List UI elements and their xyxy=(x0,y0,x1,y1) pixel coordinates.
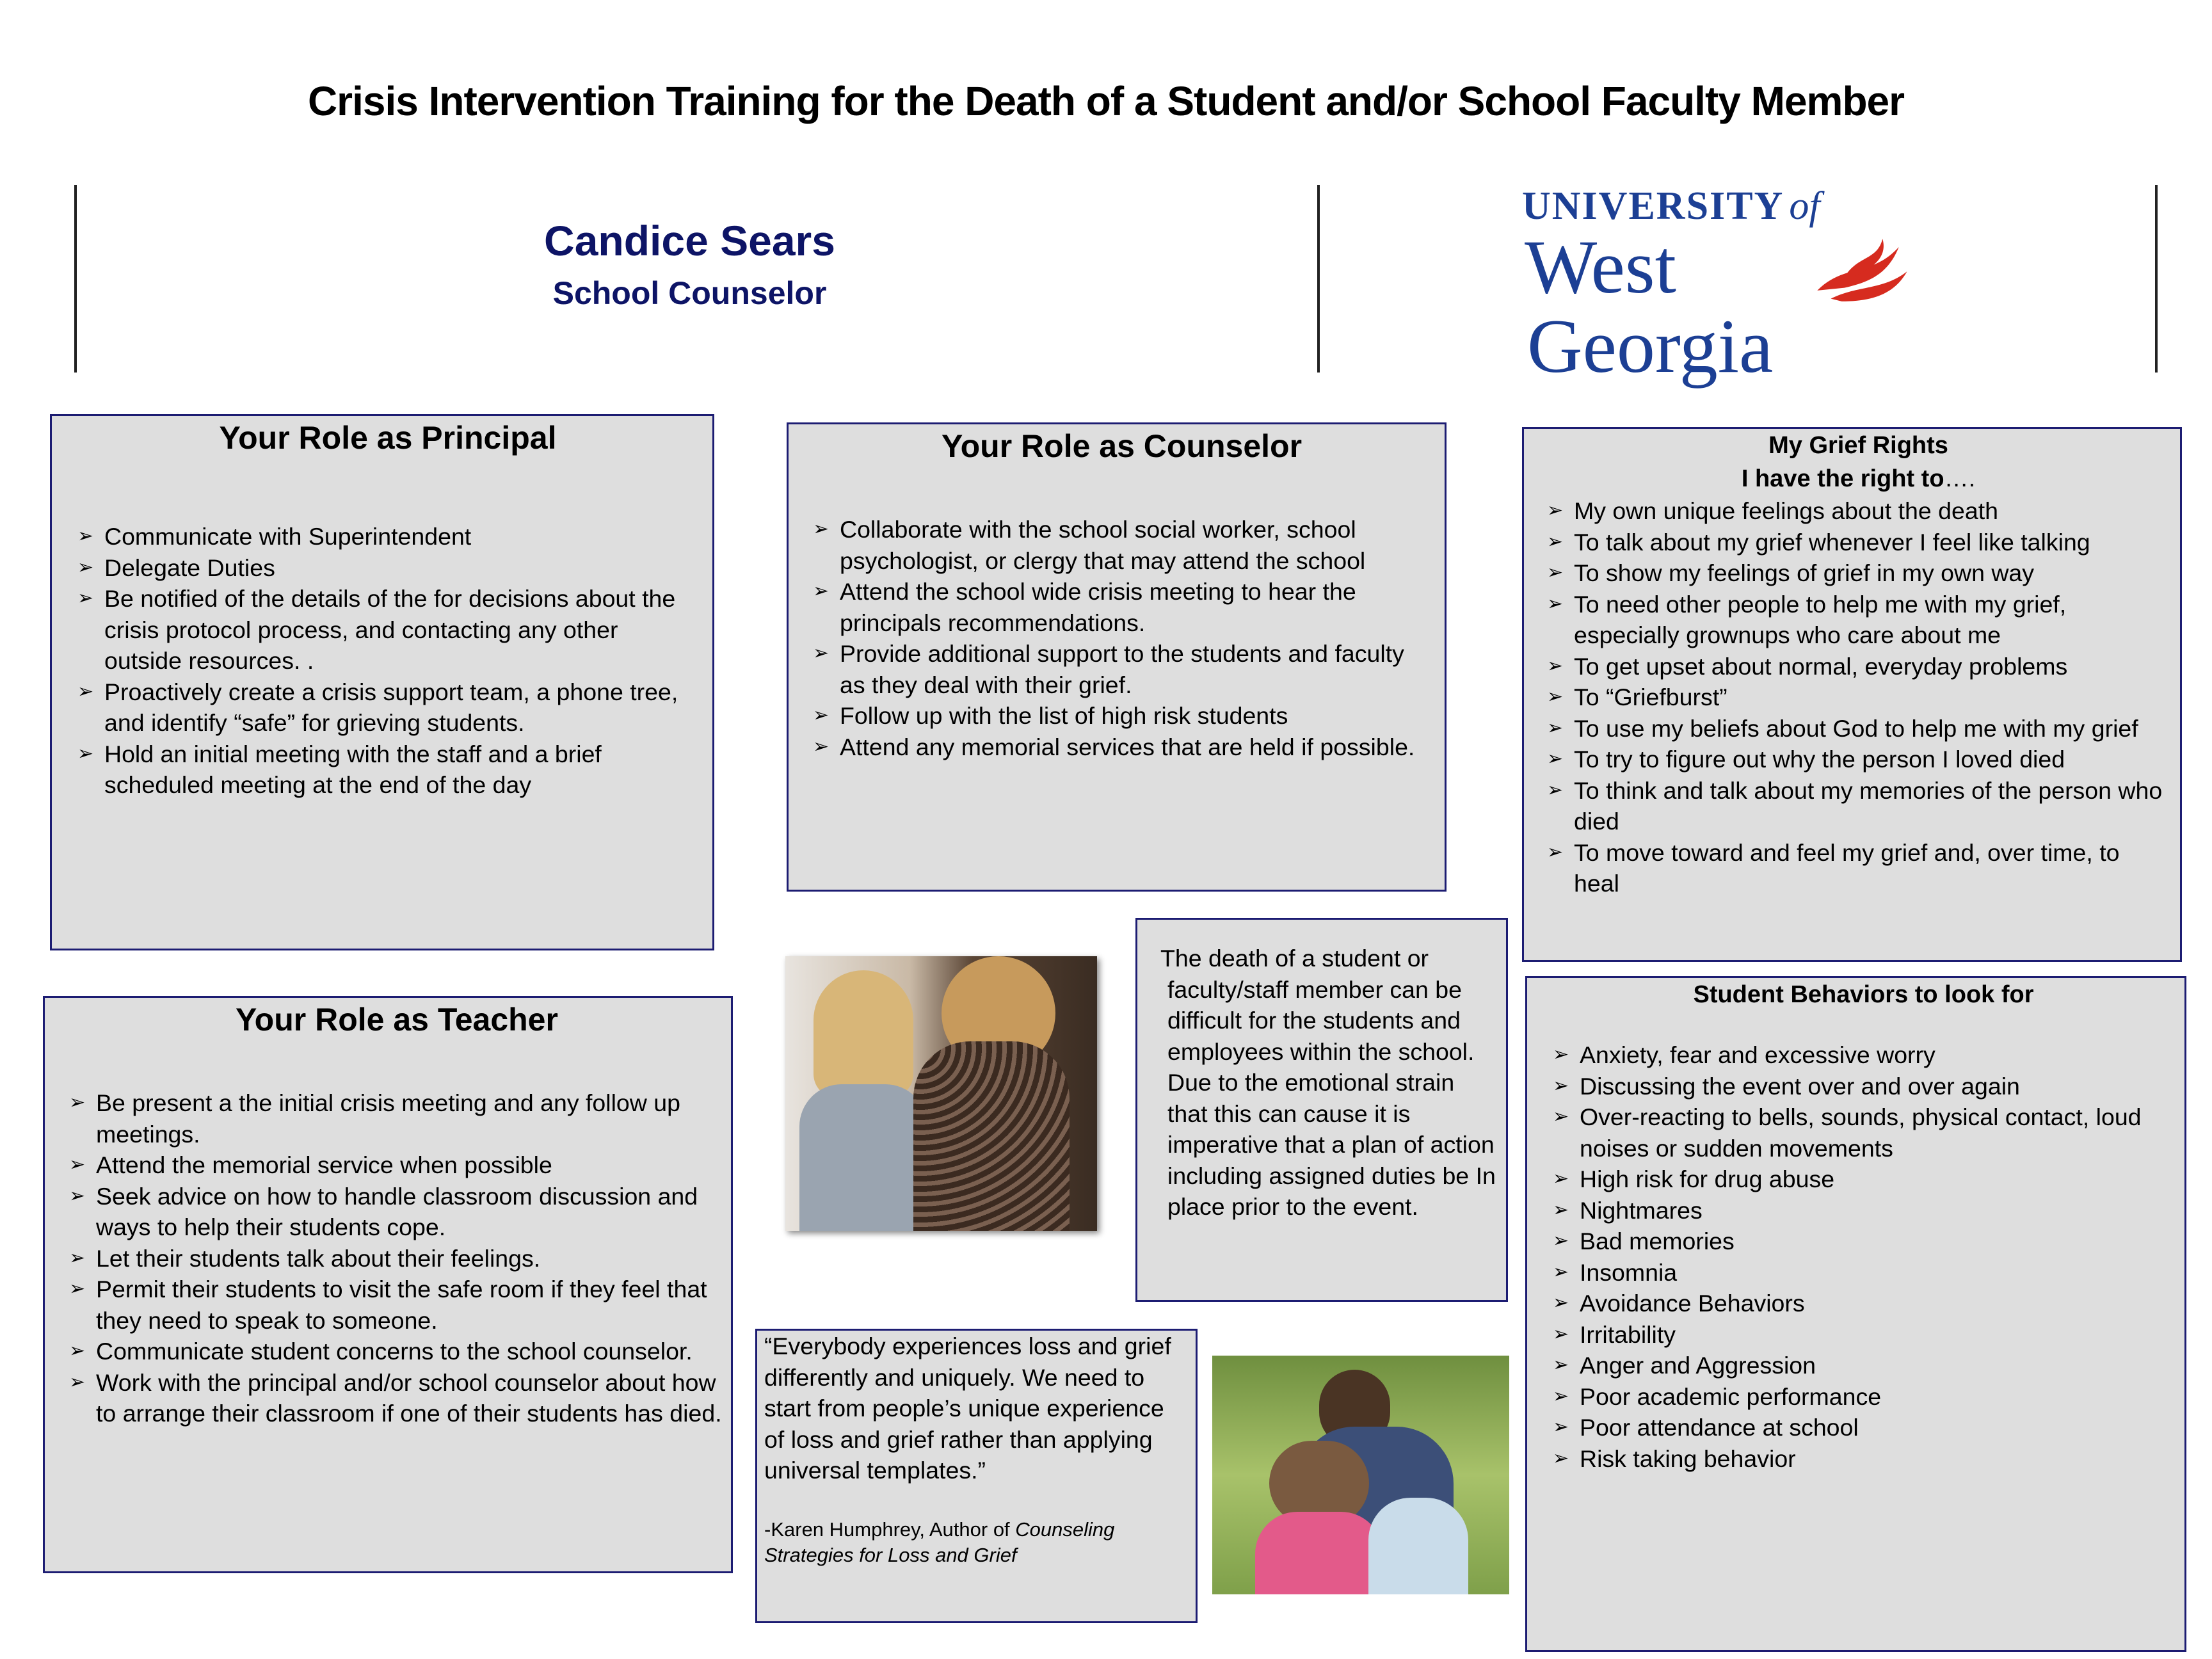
poster-title: Crisis Intervention Training for the Death of a Student and/or School Faculty Member xyxy=(307,78,1905,124)
teacher-section xyxy=(43,996,733,1573)
counseling-photo xyxy=(785,956,1097,1231)
quote-attribution xyxy=(764,1517,1185,1568)
list-item: ➢ Communicate student concerns to the school counselor. xyxy=(69,1336,725,1367)
list-item: ➢ To move toward and feel my grief and, over time, to heal xyxy=(1547,837,2170,899)
logo-top-line xyxy=(1522,185,1820,227)
list-item: ➢ To “Griefburst” xyxy=(1547,682,2170,713)
quote-section xyxy=(755,1329,1198,1623)
flame-icon xyxy=(1804,235,1912,305)
grief-subheading-text: I have the right to xyxy=(1741,465,1944,492)
behaviors-list xyxy=(1553,1039,2174,1474)
list-item: ➢ My own unique feelings about the death xyxy=(1547,495,2170,527)
list-item: ➢ High risk for drug abuse xyxy=(1553,1164,2174,1195)
list-item: ➢ Be notified of the details of the for decisions about the crisis protocol process, and contacting any other outside resources. . xyxy=(77,583,698,677)
counselor-list xyxy=(813,514,1431,762)
list-item: ➢ Nightmares xyxy=(1553,1195,2174,1226)
list-item: ➢ To try to figure out why the person I loved died xyxy=(1547,744,2170,775)
list-item: ➢ Anxiety, fear and excessive worry xyxy=(1553,1039,2174,1071)
list-item: ➢ Irritability xyxy=(1553,1319,2174,1350)
teacher-list xyxy=(69,1087,725,1429)
list-item: ➢ Attend the memorial service when possible xyxy=(69,1150,725,1181)
list-item: ➢ Work with the principal and/or school counselor about how to arrange their classroom if one of their students has died. xyxy=(69,1367,725,1429)
divider xyxy=(2155,185,2158,373)
divider xyxy=(1317,185,1320,373)
list-item: ➢ Anger and Aggression xyxy=(1553,1350,2174,1381)
grief-subheading xyxy=(1547,462,2170,495)
author-role: School Counselor xyxy=(552,275,827,311)
teacher-heading: Your Role as Teacher xyxy=(236,1002,558,1038)
list-item: ➢ Over-reacting to bells, sounds, physical contact, loud noises or sudden movements xyxy=(1553,1102,2174,1164)
behaviors-section xyxy=(1525,976,2186,1652)
list-item: ➢ To think and talk about my memories of the person who died xyxy=(1547,775,2170,837)
list-item: ➢ Be present a the initial crisis meeting and any follow up meetings. xyxy=(69,1087,725,1150)
grief-rights-section xyxy=(1522,427,2182,962)
list-item: ➢ Bad memories xyxy=(1553,1226,2174,1257)
university-logo xyxy=(1522,185,1991,391)
behaviors-heading: Student Behaviors to look for xyxy=(1693,981,2034,1008)
death-info-section xyxy=(1135,918,1508,1302)
list-item: ➢ Collaborate with the school social worker, school psychologist, or clergy that may attend the school xyxy=(813,514,1431,576)
divider xyxy=(74,185,77,373)
list-item: ➢ Follow up with the list of high risk students xyxy=(813,700,1431,732)
list-item: ➢ Delegate Duties xyxy=(77,552,698,584)
grief-list xyxy=(1547,495,2170,899)
logo-west: West xyxy=(1525,224,1676,309)
death-info-text: The death of a student or faculty/staff member can be difficult for the students and employees within the school. Due to the emotional strain that this can cause it is imperative that a plan of action including assigned duties be In place prior to the event. xyxy=(1160,945,1496,1220)
list-item: ➢ Proactively create a crisis support team, a phone tree, and identify “safe” for grieving students. xyxy=(77,677,698,739)
logo-university: UNIVERSITY xyxy=(1522,184,1784,228)
principal-list xyxy=(77,521,698,801)
quote-text: “Everybody experiences loss and grief differently and uniquely. We need to start from people’s unique experience of loss and grief rather than applying universal templates.” xyxy=(764,1333,1171,1484)
list-item: ➢ Poor attendance at school xyxy=(1553,1412,2174,1443)
list-item: ➢ To get upset about normal, everyday problems xyxy=(1547,651,2170,682)
list-item: ➢ Poor academic performance xyxy=(1553,1381,2174,1413)
author-name: Candice Sears xyxy=(544,217,835,264)
list-item: ➢ Insomnia xyxy=(1553,1257,2174,1288)
principal-heading: Your Role as Principal xyxy=(219,420,557,456)
principal-section xyxy=(50,414,714,950)
list-item: ➢ Hold an initial meeting with the staff and a brief scheduled meeting at the end of the day xyxy=(77,739,698,801)
list-item: ➢ Risk taking behavior xyxy=(1553,1443,2174,1475)
grief-heading: My Grief Rights xyxy=(1768,432,1948,459)
hug-photo xyxy=(1212,1356,1509,1594)
list-item: ➢ Attend any memorial services that are held if possible. xyxy=(813,732,1431,763)
list-item: ➢ Seek advice on how to handle classroom discussion and ways to help their students cope. xyxy=(69,1181,725,1243)
ellipsis: …. xyxy=(1944,465,1976,492)
list-item: ➢ To need other people to help me with my grief, especially grownups who care about me xyxy=(1547,589,2170,651)
counselor-section xyxy=(787,422,1447,892)
counselor-heading: Your Role as Counselor xyxy=(941,428,1302,464)
attribution-author: -Karen Humphrey, Author of xyxy=(764,1518,1016,1541)
logo-georgia: Georgia xyxy=(1527,303,1774,389)
list-item: ➢ Avoidance Behaviors xyxy=(1553,1288,2174,1319)
list-item: ➢ Attend the school wide crisis meeting to hear the principals recommendations. xyxy=(813,576,1431,638)
attribution-book: Counseling Strategies for Loss and Grief xyxy=(764,1518,1115,1566)
list-item: ➢ Communicate with Superintendent xyxy=(77,521,698,552)
list-item: ➢ Permit their students to visit the safe room if they feel that they need to speak to someone. xyxy=(69,1274,725,1336)
list-item: ➢ Discussing the event over and over again xyxy=(1553,1071,2174,1102)
logo-of: of xyxy=(1789,184,1820,228)
list-item: ➢ To talk about my grief whenever I feel like talking xyxy=(1547,527,2170,558)
list-item: ➢ To use my beliefs about God to help me with my grief xyxy=(1547,713,2170,744)
list-item: ➢ Provide additional support to the students and faculty as they deal with their grief. xyxy=(813,638,1431,700)
list-item: ➢ Let their students talk about their feelings. xyxy=(69,1243,725,1274)
list-item: ➢ To show my feelings of grief in my own way xyxy=(1547,557,2170,589)
